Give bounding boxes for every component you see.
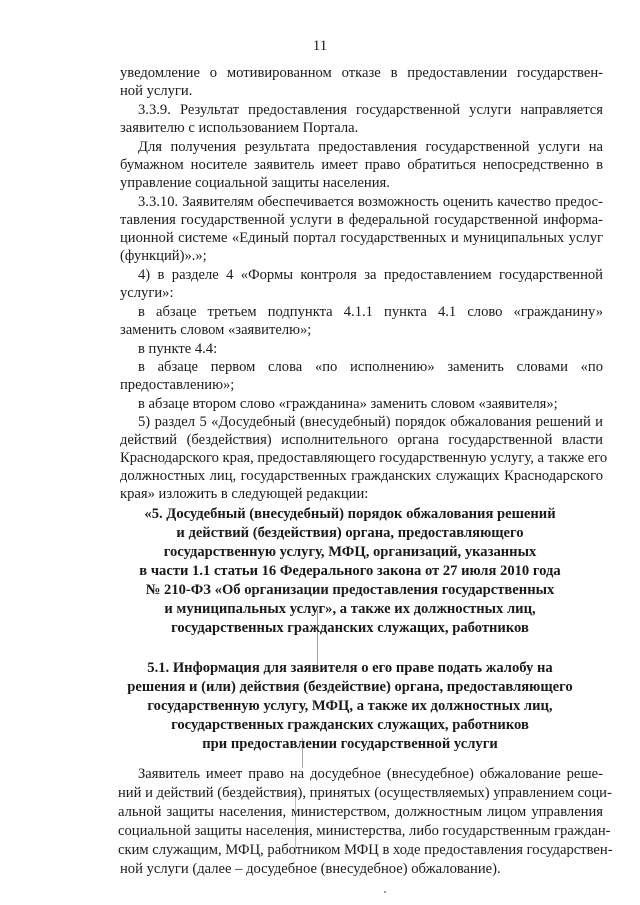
section-heading-line: в части 1.1 статьи 16 Федерального закона от 27 июля 2010 года	[139, 563, 561, 579]
text-line: края» изложить в следующей редакции:	[120, 486, 369, 502]
text-line: услуги»:	[120, 285, 174, 301]
text-line: Краснодарского края, предоставляющего государственную услугу, а также его	[120, 450, 608, 466]
text-line: альной защиты населения, министерством, должностным лицом управления	[118, 804, 603, 820]
subsection-heading-line: государственную услугу, МФЦ, а также их должностных лиц,	[147, 698, 553, 714]
text-line: 3.3.10. Заявителям обеспечивается возможность оценить качество предос-	[138, 194, 603, 210]
section-heading-line: № 210-ФЗ «Об организации предоставления государственных	[145, 582, 555, 598]
text-line: действий (бездействия) исполнительного органа государственной власти	[120, 432, 603, 448]
section-heading-line: «5. Досудебный (внесудебный) порядок обжалования решений	[144, 506, 556, 522]
text-line: социальной защиты населения, министерства, либо государственным граждан-	[118, 823, 611, 839]
section-heading-line: государственную услугу, МФЦ, организаций, указанных	[163, 544, 537, 560]
text-line: 4) в разделе 4 «Формы контроля за предоставлением государственной	[138, 267, 603, 283]
text-line: бумажном носителе заявитель имеет право обратиться непосредственно в	[120, 157, 603, 173]
scan-artifact-line	[295, 790, 296, 855]
text-line: ний и действий (бездействия), принятых (осуществляемых) управлением соци-	[118, 785, 612, 801]
subsection-heading-line: государственных гражданских служащих, работников	[171, 717, 529, 733]
text-line: ной услуги (далее – досудебное (внесудебное) обжалование).	[120, 861, 501, 877]
subsection-heading-line: при предоставлении государственной услуги	[202, 736, 498, 752]
text-line: (функций)».»;	[120, 248, 207, 264]
scan-artifact-line	[302, 738, 303, 768]
text-line: заявителю с использованием Портала.	[120, 120, 359, 136]
text-line: в абзаце втором слово «гражданина» заменить словом «заявителя»;	[138, 396, 558, 412]
scan-speck	[384, 891, 386, 893]
page-number: 11	[312, 38, 328, 54]
text-line: в пункте 4.4:	[138, 341, 218, 357]
text-line: предоставлению»;	[120, 377, 235, 393]
scan-artifact-line	[317, 610, 318, 672]
text-line: Заявитель имеет право на досудебное (внесудебное) обжалование реше-	[138, 766, 603, 782]
text-line: 3.3.9. Результат предоставления государственной услуги направляется	[138, 102, 603, 118]
text-line: тавления государственной услуги в федеральной государственной информа-	[120, 212, 603, 228]
text-line: в абзаце третьем подпункта 4.1.1 пункта 4.1 слово «гражданину»	[138, 304, 603, 320]
text-line: ционной системе «Единый портал государственных и муниципальных услуг	[120, 230, 603, 246]
text-line: в абзаце первом слова «по исполнению» заменить словами «по	[138, 359, 603, 375]
section-heading-line: и действий (бездействия) органа, предоставляющего	[176, 525, 524, 541]
text-line: Для получения результата предоставления государственной услуги на	[138, 139, 603, 155]
subsection-heading-line: 5.1. Информация для заявителя о его праве подать жалобу на	[147, 660, 553, 676]
text-line: 5) раздел 5 «Досудебный (внесудебный) порядок обжалования решений и	[138, 414, 603, 430]
text-line: управление социальной защиты населения.	[120, 175, 390, 191]
section-heading-line: и муниципальных услуг», а также их должностных лиц,	[164, 601, 536, 617]
text-line: заменить словом «заявителю»;	[120, 322, 312, 338]
text-line: ной услуги.	[120, 83, 193, 99]
text-line: должностных лиц, государственных гражданских служащих Краснодарского	[120, 468, 603, 484]
subsection-heading-line: решения и (или) действия (бездействие) органа, предоставляющего	[127, 679, 573, 695]
text-line: уведомление о мотивированном отказе в предоставлении государствен-	[120, 65, 603, 81]
section-heading-line: государственных гражданских служащих, работников	[171, 620, 529, 636]
text-line: ским служащим, МФЦ, работником МФЦ в ходе предоставления государствен-	[118, 842, 613, 858]
